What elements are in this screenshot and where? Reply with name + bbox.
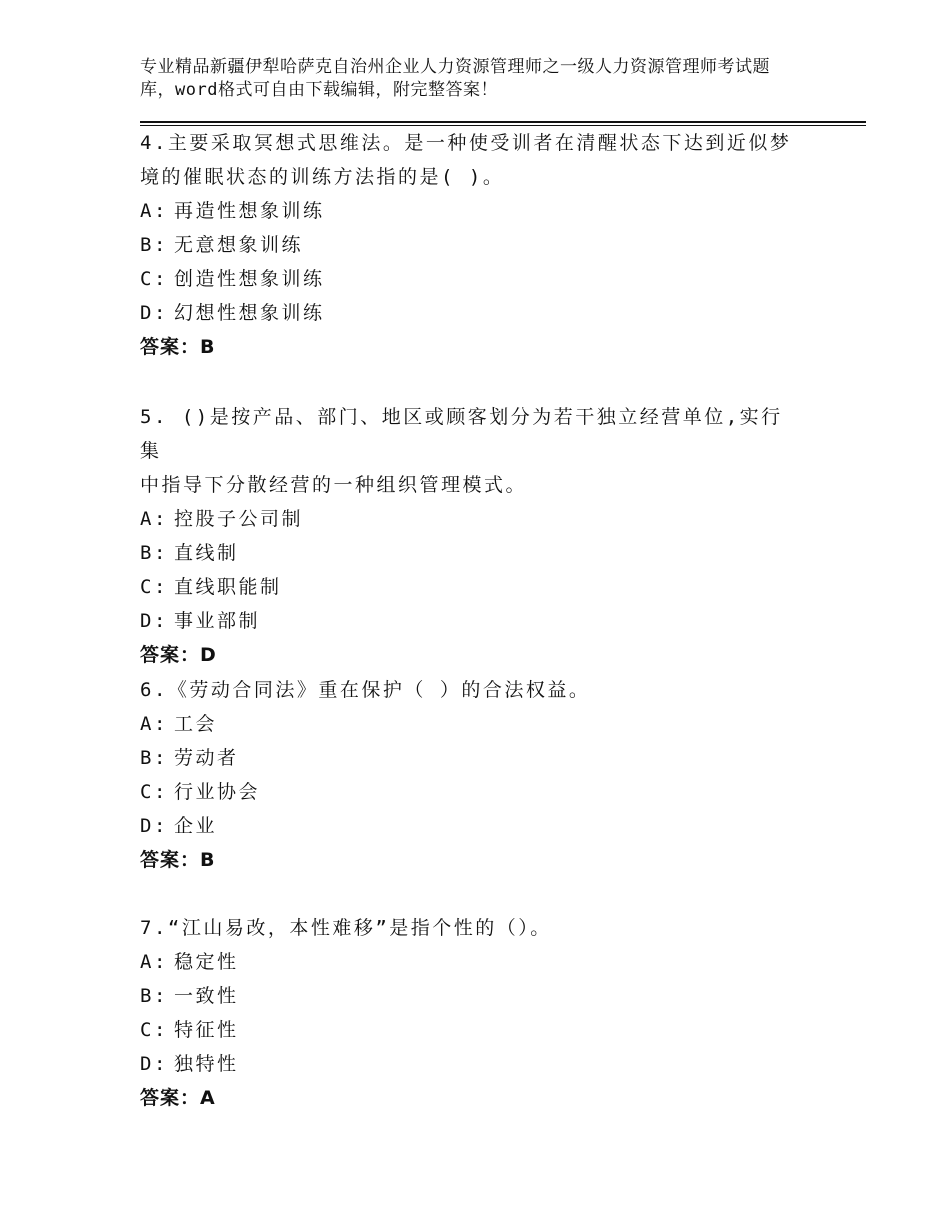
question-6 xyxy=(140,673,800,877)
stem-line-1: 4.主要采取冥想式思维法。是一种使受训者在清醒状态下达到近似梦 xyxy=(140,132,792,154)
option-b xyxy=(140,536,800,570)
option-key: A: xyxy=(140,200,168,222)
option-key: C: xyxy=(140,576,168,598)
option-b xyxy=(140,741,800,775)
answer: 答案：B xyxy=(140,849,216,871)
option-a xyxy=(140,707,800,741)
option-key: B: xyxy=(140,747,168,769)
option-key: D: xyxy=(140,1053,168,1075)
answer: 答案：B xyxy=(140,336,216,358)
option-key: B: xyxy=(140,234,168,256)
option-text: 独特性 xyxy=(174,1053,239,1075)
question-stem xyxy=(140,911,800,945)
question-4 xyxy=(140,126,800,364)
question-stem xyxy=(140,400,800,502)
option-text: 创造性想象训练 xyxy=(174,268,325,290)
option-c xyxy=(140,570,800,604)
option-text: 劳动者 xyxy=(174,747,239,769)
option-key: A: xyxy=(140,713,168,735)
answer: 答案：A xyxy=(140,1087,216,1109)
option-key: C: xyxy=(140,268,168,290)
option-text: 事业部制 xyxy=(174,610,261,632)
option-b xyxy=(140,228,800,262)
option-b xyxy=(140,979,800,1013)
option-d xyxy=(140,809,800,843)
stem-line-2: 中指导下分散经营的一种组织管理模式。 xyxy=(140,474,528,496)
option-text: 特征性 xyxy=(174,1019,239,1041)
option-c xyxy=(140,262,800,296)
option-text: 稳定性 xyxy=(174,951,239,973)
stem-line-1: 7.“江山易改，本性难移”是指个性的（）。 xyxy=(140,917,552,939)
answer: 答案：D xyxy=(140,644,217,666)
question-stem xyxy=(140,673,800,707)
option-a xyxy=(140,945,800,979)
option-key: B: xyxy=(140,542,168,564)
question-7 xyxy=(140,911,800,1115)
header-rule-thick xyxy=(140,121,866,123)
option-key: A: xyxy=(140,951,168,973)
document-header xyxy=(140,56,840,102)
option-c xyxy=(140,775,800,809)
stem-line-1: 5. ()是按产品、部门、地区或顾客划分为若干独立经营单位,实行集 xyxy=(140,406,783,462)
option-text: 企业 xyxy=(174,815,218,837)
option-text: 一致性 xyxy=(174,985,239,1007)
option-key: C: xyxy=(140,1019,168,1041)
stem-line-2: 境的催眠状态的训练方法指的是( )。 xyxy=(140,166,505,188)
header-line-2: 库，word格式可自由下载编辑，附完整答案！ xyxy=(140,80,498,100)
option-text: 再造性想象训练 xyxy=(174,200,325,222)
option-a xyxy=(140,194,800,228)
option-a xyxy=(140,502,800,536)
question-stem xyxy=(140,126,800,194)
stem-line-1: 6.《劳动合同法》重在保护（ ）的合法权益。 xyxy=(140,679,591,701)
option-key: B: xyxy=(140,985,168,1007)
option-text: 幻想性想象训练 xyxy=(174,302,325,324)
option-text: 行业协会 xyxy=(174,781,261,803)
question-5 xyxy=(140,400,800,672)
option-key: C: xyxy=(140,781,168,803)
option-d xyxy=(140,1047,800,1081)
option-key: D: xyxy=(140,610,168,632)
header-line-1: 专业精品新疆伊犁哈萨克自治州企业人力资源管理师之一级人力资源管理师考试题 xyxy=(140,57,770,77)
option-text: 无意想象训练 xyxy=(174,234,304,256)
option-text: 控股子公司制 xyxy=(174,508,304,530)
option-d xyxy=(140,296,800,330)
option-text: 工会 xyxy=(174,713,218,735)
option-key: D: xyxy=(140,815,168,837)
option-key: D: xyxy=(140,302,168,324)
option-c xyxy=(140,1013,800,1047)
option-text: 直线制 xyxy=(174,542,239,564)
option-text: 直线职能制 xyxy=(174,576,282,598)
option-key: A: xyxy=(140,508,168,530)
option-d xyxy=(140,604,800,638)
